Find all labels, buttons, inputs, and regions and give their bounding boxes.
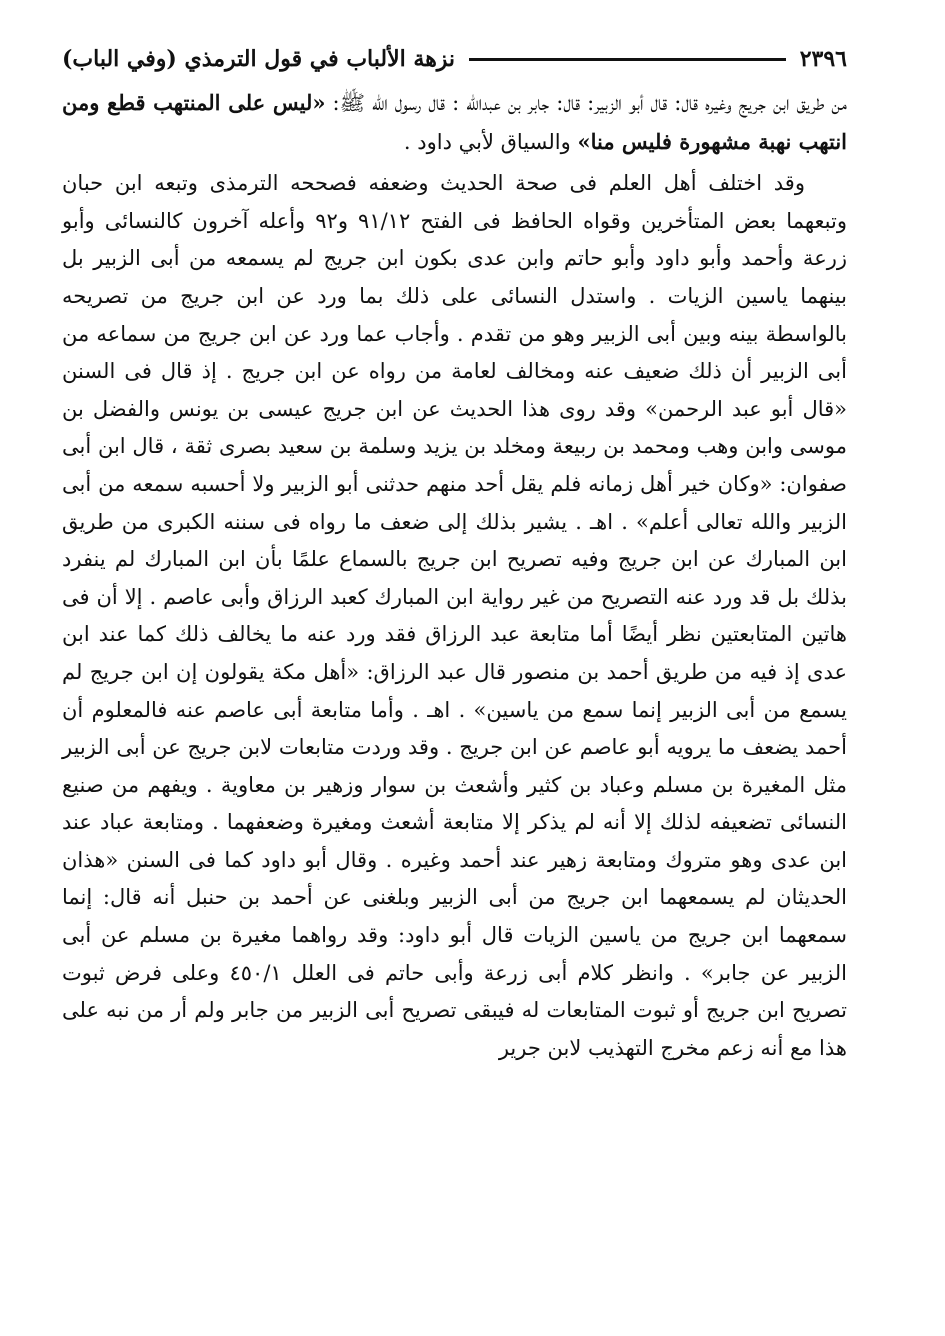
book-page [62,38,847,1296]
paragraph-commentary: وقد اختلف أهل العلم فى صحة الحديث وضعفه فصححه الترمذى وتبعه ابن حبان وتبعهما بعض المتأخرين وقواه الحافظ فى الفتح ٩١/١٢ و٩٢ وأعله آخرون كالنسائى وأبو زرعة وأحمد وأبو داود وأبو حاتم وابن عدى بكون ابن جريج لم يسمعه من أبى الزبير بل بينهما ياسين الزيات . واستدل النسائى على ذلك بما ورد عن ابن جريج من تصريحه بالواسطة بينه وبين أبى الزبير وهو من تقدم . وأجاب عما ورد عن ابن جريج من سماعه من أبى الزبير أن ذلك ضعيف عنه ومخالف لعامة من رواه عن ابن جريج . إذ قال فى السنن «قال أبو عبد الرحمن» وقد روى هذا الحديث عن ابن جريج عيسى بن يونس والفضل بن موسى وابن وهب ومحمد بن ربيعة ومخلد بن يزيد وسلمة بن سعيد بصرى ثقة ، قال ابن أبى صفوان: «وكان خير أهل زمانه فلم يقل أحد منهم حدثنى أبو الزبير ولا أحسبه سمعه من أبى الزبير والله تعالى أعلم» . اهـ . يشير بذلك إلى ضعف ما رواه فى سننه الكبرى من طريق ابن المبارك عن ابن جريج وفيه تصريح ابن جريج بالسماع علمًا بأن ابن المبارك لم ينفرد بذلك بل قد ورد عنه التصريح من غير رواية ابن المبارك كعبد الرزاق وأبى عاصم . إلا أن فى هاتين المتابعتين نظر أيضًا أما متابعة عبد الرزاق فقد ورد عنه ما يخالف ذلك كما عند ابن عدى إذ فيه من طريق أحمد بن منصور قال عبد الرزاق: «أهل مكة يقولون إن ابن جريج لم يسمع من أبى الزبير إنما سمع من ياسين» . اهـ . وأما متابعة أبى عاصم عنه فالمعلوم أن أحمد يضعف ما يرويه أبو عاصم عن ابن جريج . وقد وردت متابعات لابن جريج عن أبى الزبير مثل المغيرة بن مسلم وعباد بن كثير وأشعث بن سوار وزهير بن معاوية . ويفهم من صنيع النسائى تضعيفه لذلك إلا أنه لم يذكر إلا متابعة أشعث ومغيرة وضعفهما . ومتابعة عباد عند ابن عدى وهو متروك ومتابعة زهير عند أحمد وغيره . وقال أبو داود كما فى السنن «هذان الحديثان لم يسمعهما ابن جريج من أبى الزبير وبلغنى عن أحمد بن حنبل أنه قال: إنما سمعهما ابن جريج من ياسين الزيات قال أبو داود: وقد رواهما مغيرة بن مسلم عن أبى الزبير عن جابر» . وانظر كلام أبى زرعة وأبى حاتم فى العلل ٤٥٠/١ وعلى فرض ثبوت تصريح ابن جريج أو ثبوت المتابعات له فيبقى تصريح أبى الزبير من جابر ولم أر من نبه على هذا مع أنه زعم مخرج التهذيب لابن جرير [62,171,847,1060]
hadith-quote: «ليس على المنتهب قطع ومن انتهب نهبة مشهورة فليس منا» [62,90,847,154]
paragraph-hadith [62,84,847,161]
hadith-intro: من طريق ابن جريج وغيره قال: قال أبو الزبير: قال: جابر بن عبدالله : قال رسول الله ﷺ: [325,91,847,115]
header-rule [469,58,786,61]
page-body [62,84,847,1067]
running-title: نزهة الألباب في قول الترمذي (وفي الباب) [62,46,456,72]
page-number: ٢٣٩٦ [799,46,847,72]
hadith-source-note: والسياق لأبي داود . [403,129,578,154]
page-header [62,38,847,80]
